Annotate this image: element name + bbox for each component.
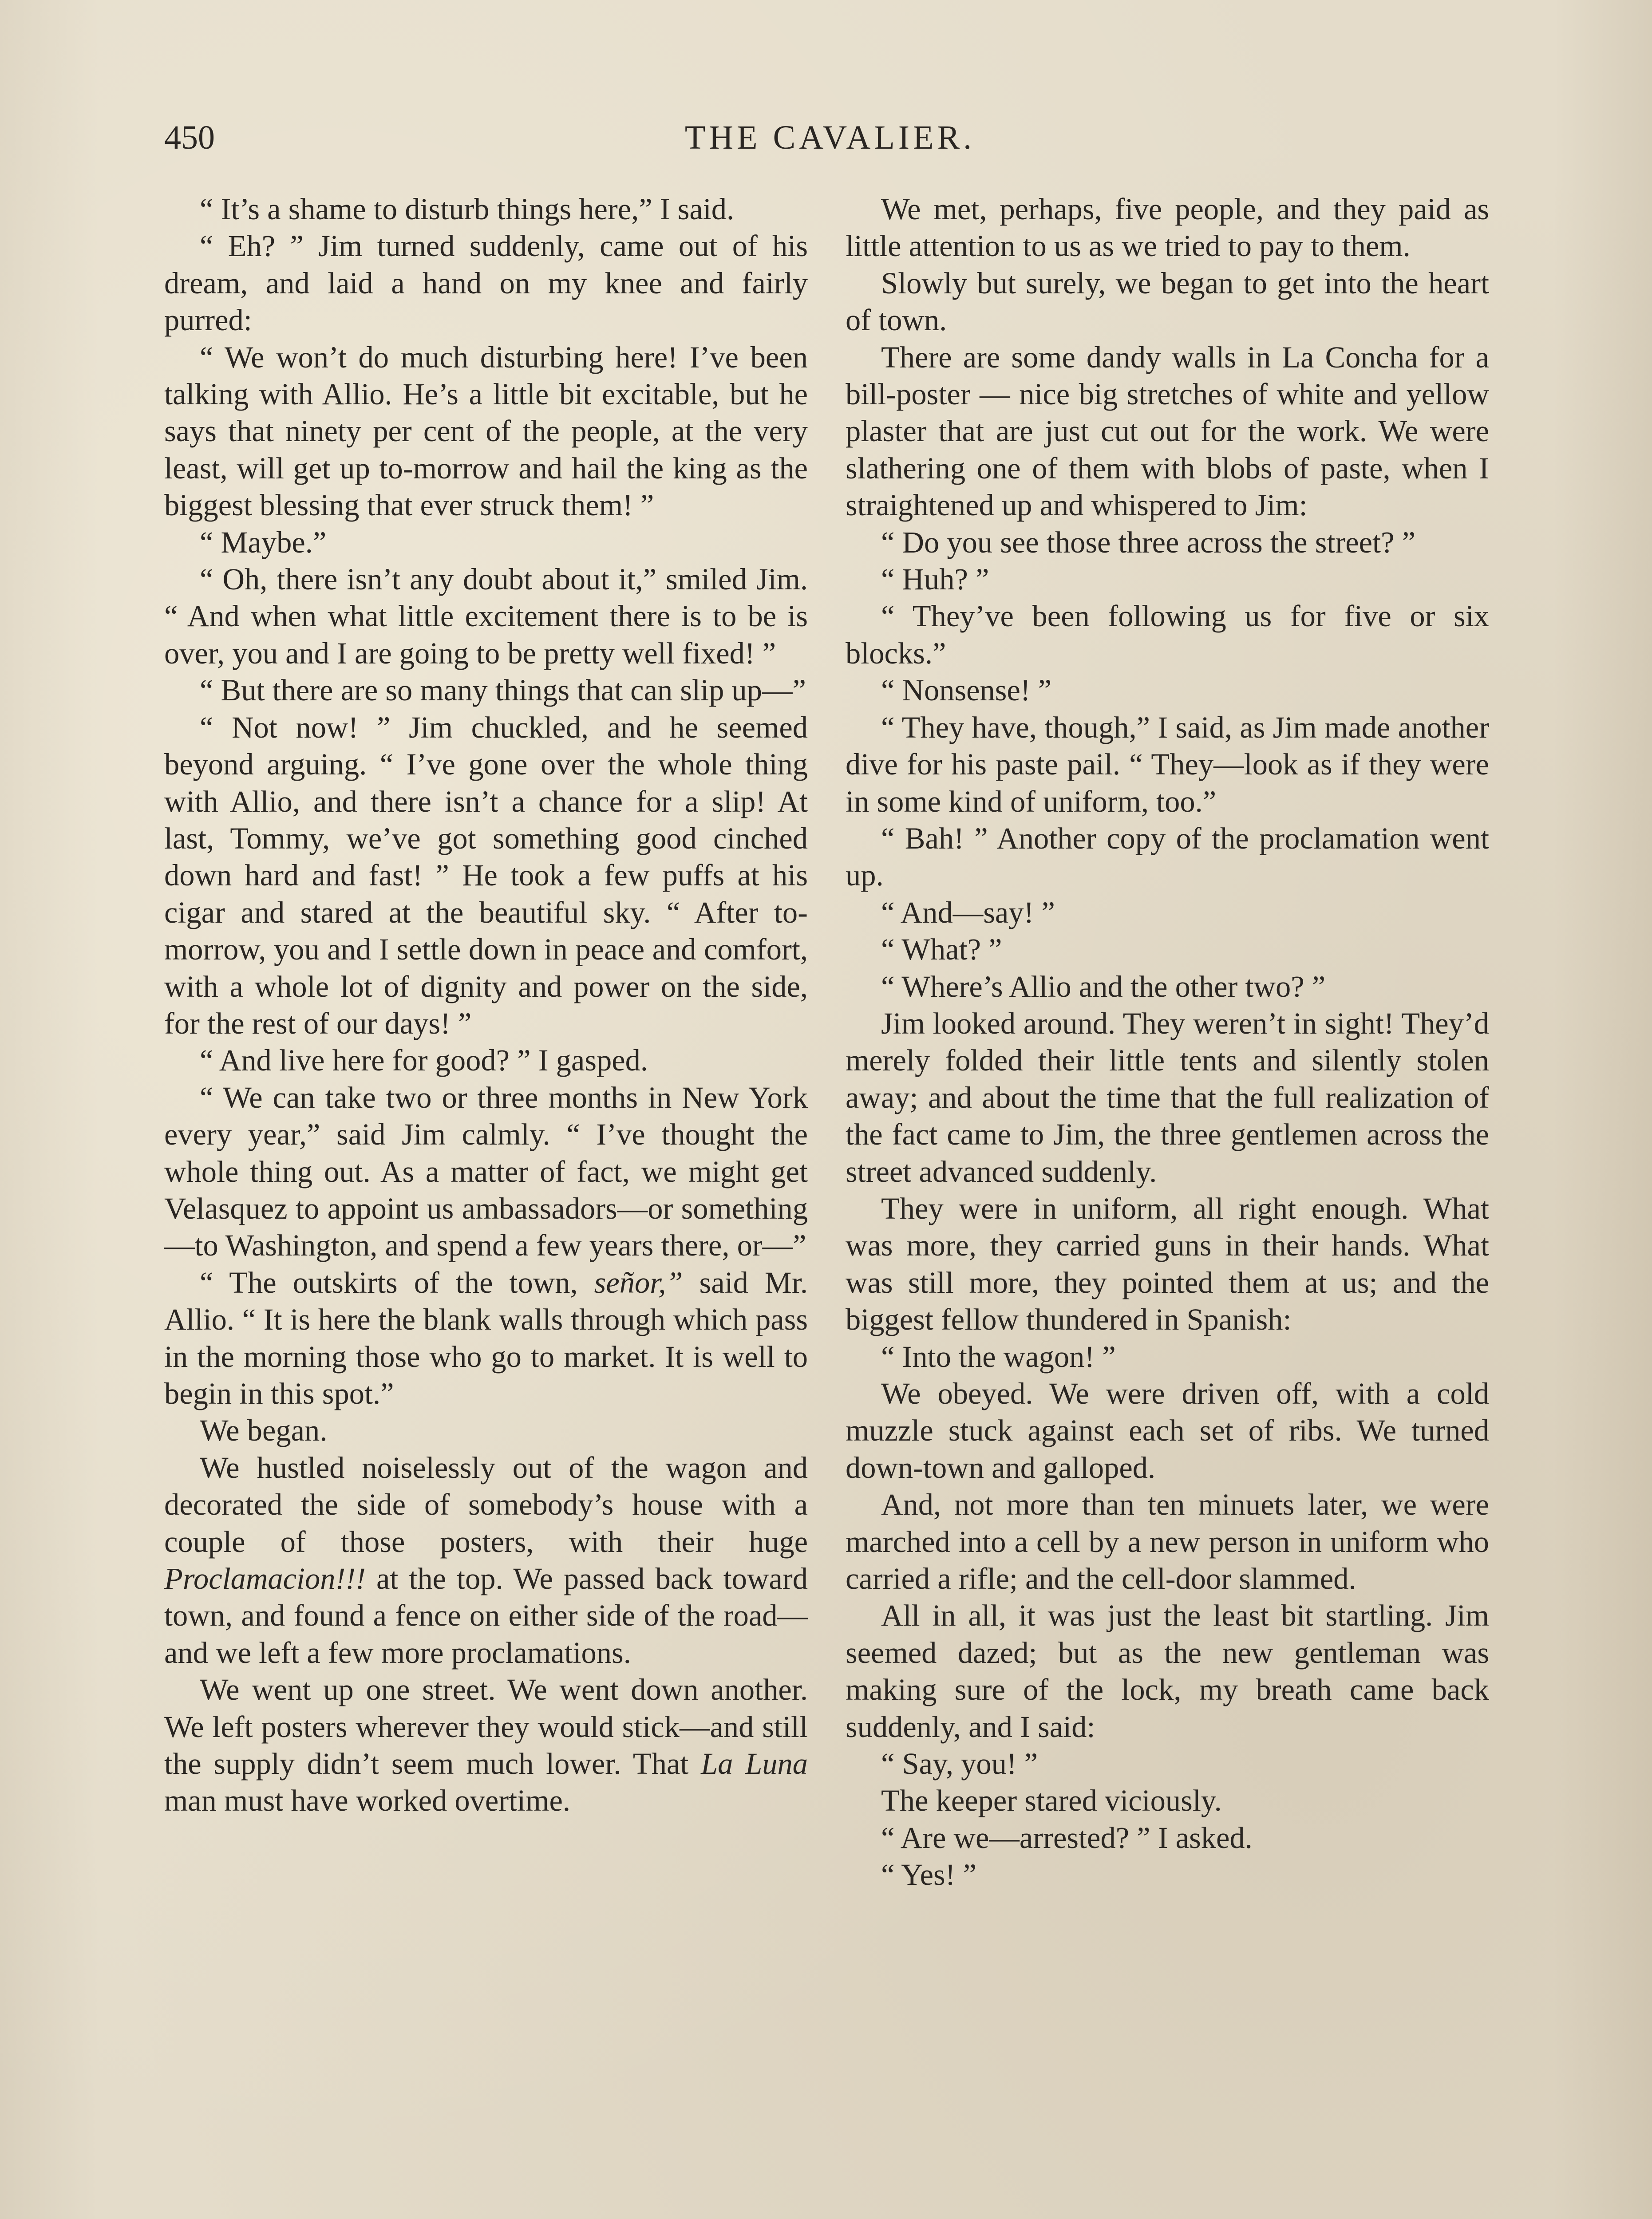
- paragraph: “ We can take two or three months in New York every year,” said Jim calmly. “ I’ve thought the whole thing out. As a matter of fact, we might get Velasquez to appoint us ambassadors—or something —to Washington, and spend a few years there, or—”: [164, 1080, 808, 1263]
- paragraph: We obeyed. We were driven off, with a cold muzzle stuck against each set of ribs. We turned down-town and galloped.: [846, 1377, 1489, 1485]
- text-run: We hustled noiselessly out of the wagon and decorated the side of somebody’s house with a couple of those posters, with their huge: [164, 1450, 808, 1559]
- italic-text: señor,”: [594, 1265, 683, 1299]
- paragraph: “ Eh? ” Jim turned suddenly, came out of his dream, and laid a hand on my knee and fairly purred:: [164, 229, 808, 337]
- paragraph: “ But there are so many things that can slip up—”: [200, 673, 806, 707]
- paragraph: “ Where’s Allio and the other two? ”: [881, 969, 1326, 1003]
- paragraph: “ Not now! ” Jim chuckled, and he seemed beyond arguing. “ I’ve gone over the whole thing with Allio, and there isn’t a chance for a slip! At last, Tommy, we’ve got something good cinched down hard and fast! ” He took a few puffs at his cigar and stared at the beautiful sky. “ After to-morrow, you and I settle down in peace and comfort, with a whole lot of dignity and power on the side, for the rest of our days! ”: [164, 710, 808, 1040]
- paragraph: We began.: [200, 1414, 328, 1448]
- page-header: [164, 113, 1496, 162]
- paragraph: “ Do you see those three across the street? ”: [881, 525, 1415, 559]
- paragraph: “ Maybe.”: [200, 525, 327, 559]
- paragraph: [164, 1671, 808, 1820]
- paragraph: There are some dandy walls in La Concha for a bill-poster — nice big stretches of white and yellow plaster that are just cut out for the work. We were slathering one of them with blobs of paste, when I straightened up and whispered to Jim:: [846, 340, 1489, 522]
- paragraph: They were in uniform, all right enough. What was more, they carried guns in their hands. What was still more, they pointed them at us; and the biggest fellow thundered in Spanish:: [846, 1191, 1489, 1337]
- left-column: [164, 191, 808, 1820]
- italic-text: Proclamacion!!!: [164, 1562, 366, 1596]
- paragraph: “ Nonsense! ”: [881, 673, 1052, 707]
- paragraph: All in all, it was just the least bit startling. Jim seemed dazed; but as the new gentleman was making sure of the lock, my breath came back suddenly, and I said:: [846, 1599, 1489, 1744]
- text-run: “ The outskirts of the town,: [200, 1265, 594, 1299]
- paragraph: [164, 1264, 808, 1413]
- italic-text: La Luna: [701, 1747, 808, 1781]
- paragraph: “ Bah! ” Another copy of the proclamation went up.: [846, 821, 1489, 892]
- paragraph: The keeper stared viciously.: [881, 1784, 1222, 1818]
- paragraph: “ It’s a shame to disturb things here,” I said.: [200, 192, 735, 226]
- text-run: at the top. We passed back toward town, and found a fence on either side of the road—and we left a few more proclamations.: [164, 1562, 808, 1670]
- paragraph: “ Into the wagon! ”: [881, 1339, 1116, 1374]
- text-run: man must have worked overtime.: [164, 1784, 570, 1818]
- paragraph: “ Huh? ”: [881, 562, 989, 596]
- paragraph: “ What? ”: [881, 932, 1002, 967]
- page-number: 450: [164, 119, 215, 156]
- text-run: said Mr. Allio. “ It is here the blank walls through which pass in the morning those who go to market. It is well to begin in this spot.”: [164, 1265, 808, 1410]
- paragraph: And, not more than ten minuets later, we were marched into a cell by a new person in uniform who carried a rifle; and the cell-door slammed.: [846, 1488, 1489, 1596]
- paragraph: “ Yes! ”: [881, 1858, 976, 1892]
- paragraph: Jim looked around. They weren’t in sight! They’d merely folded their little tents and silently stolen away; and about the time that the full realization of the fact came to Jim, the three gentlemen across the street advanced suddenly.: [846, 1006, 1489, 1188]
- paragraph: “ And live here for good? ” I gasped.: [200, 1043, 648, 1078]
- paragraph: “ They have, though,” I said, as Jim made another dive for his paste pail. “ They—look as if they were in some kind of uniform, too.”: [846, 710, 1489, 818]
- paragraph: “ Say, you! ”: [881, 1747, 1038, 1781]
- paragraph: “ Oh, there isn’t any doubt about it,” smiled Jim. “ And when what little excitement there is to be is over, you and I are going to be pretty well fixed! ”: [164, 562, 808, 670]
- paragraph: We met, perhaps, five people, and they paid as little attention to us as we tried to pay to them.: [846, 192, 1489, 263]
- text-run: We went up one street. We went down another. We left posters wherever they would stick—and still the supply didn’t seem much lower. That: [164, 1673, 808, 1781]
- paragraph: “ They’ve been following us for five or six blocks.”: [846, 599, 1489, 670]
- paragraph: [164, 1449, 808, 1671]
- running-title: THE CAVALIER.: [684, 119, 976, 156]
- paragraph: Slowly but surely, we began to get into the heart of town.: [846, 266, 1489, 337]
- paragraph: “ Are we—arrested? ” I asked.: [881, 1820, 1253, 1855]
- right-column: [846, 191, 1489, 1894]
- paragraph: “ We won’t do much disturbing here! I’ve been talking with Allio. He’s a little bit excitable, but he says that ninety per cent of the people, at the very least, will get up to-morrow and hail the king as the biggest blessing that ever struck them! ”: [164, 340, 808, 522]
- paragraph: “ And—say! ”: [881, 895, 1055, 929]
